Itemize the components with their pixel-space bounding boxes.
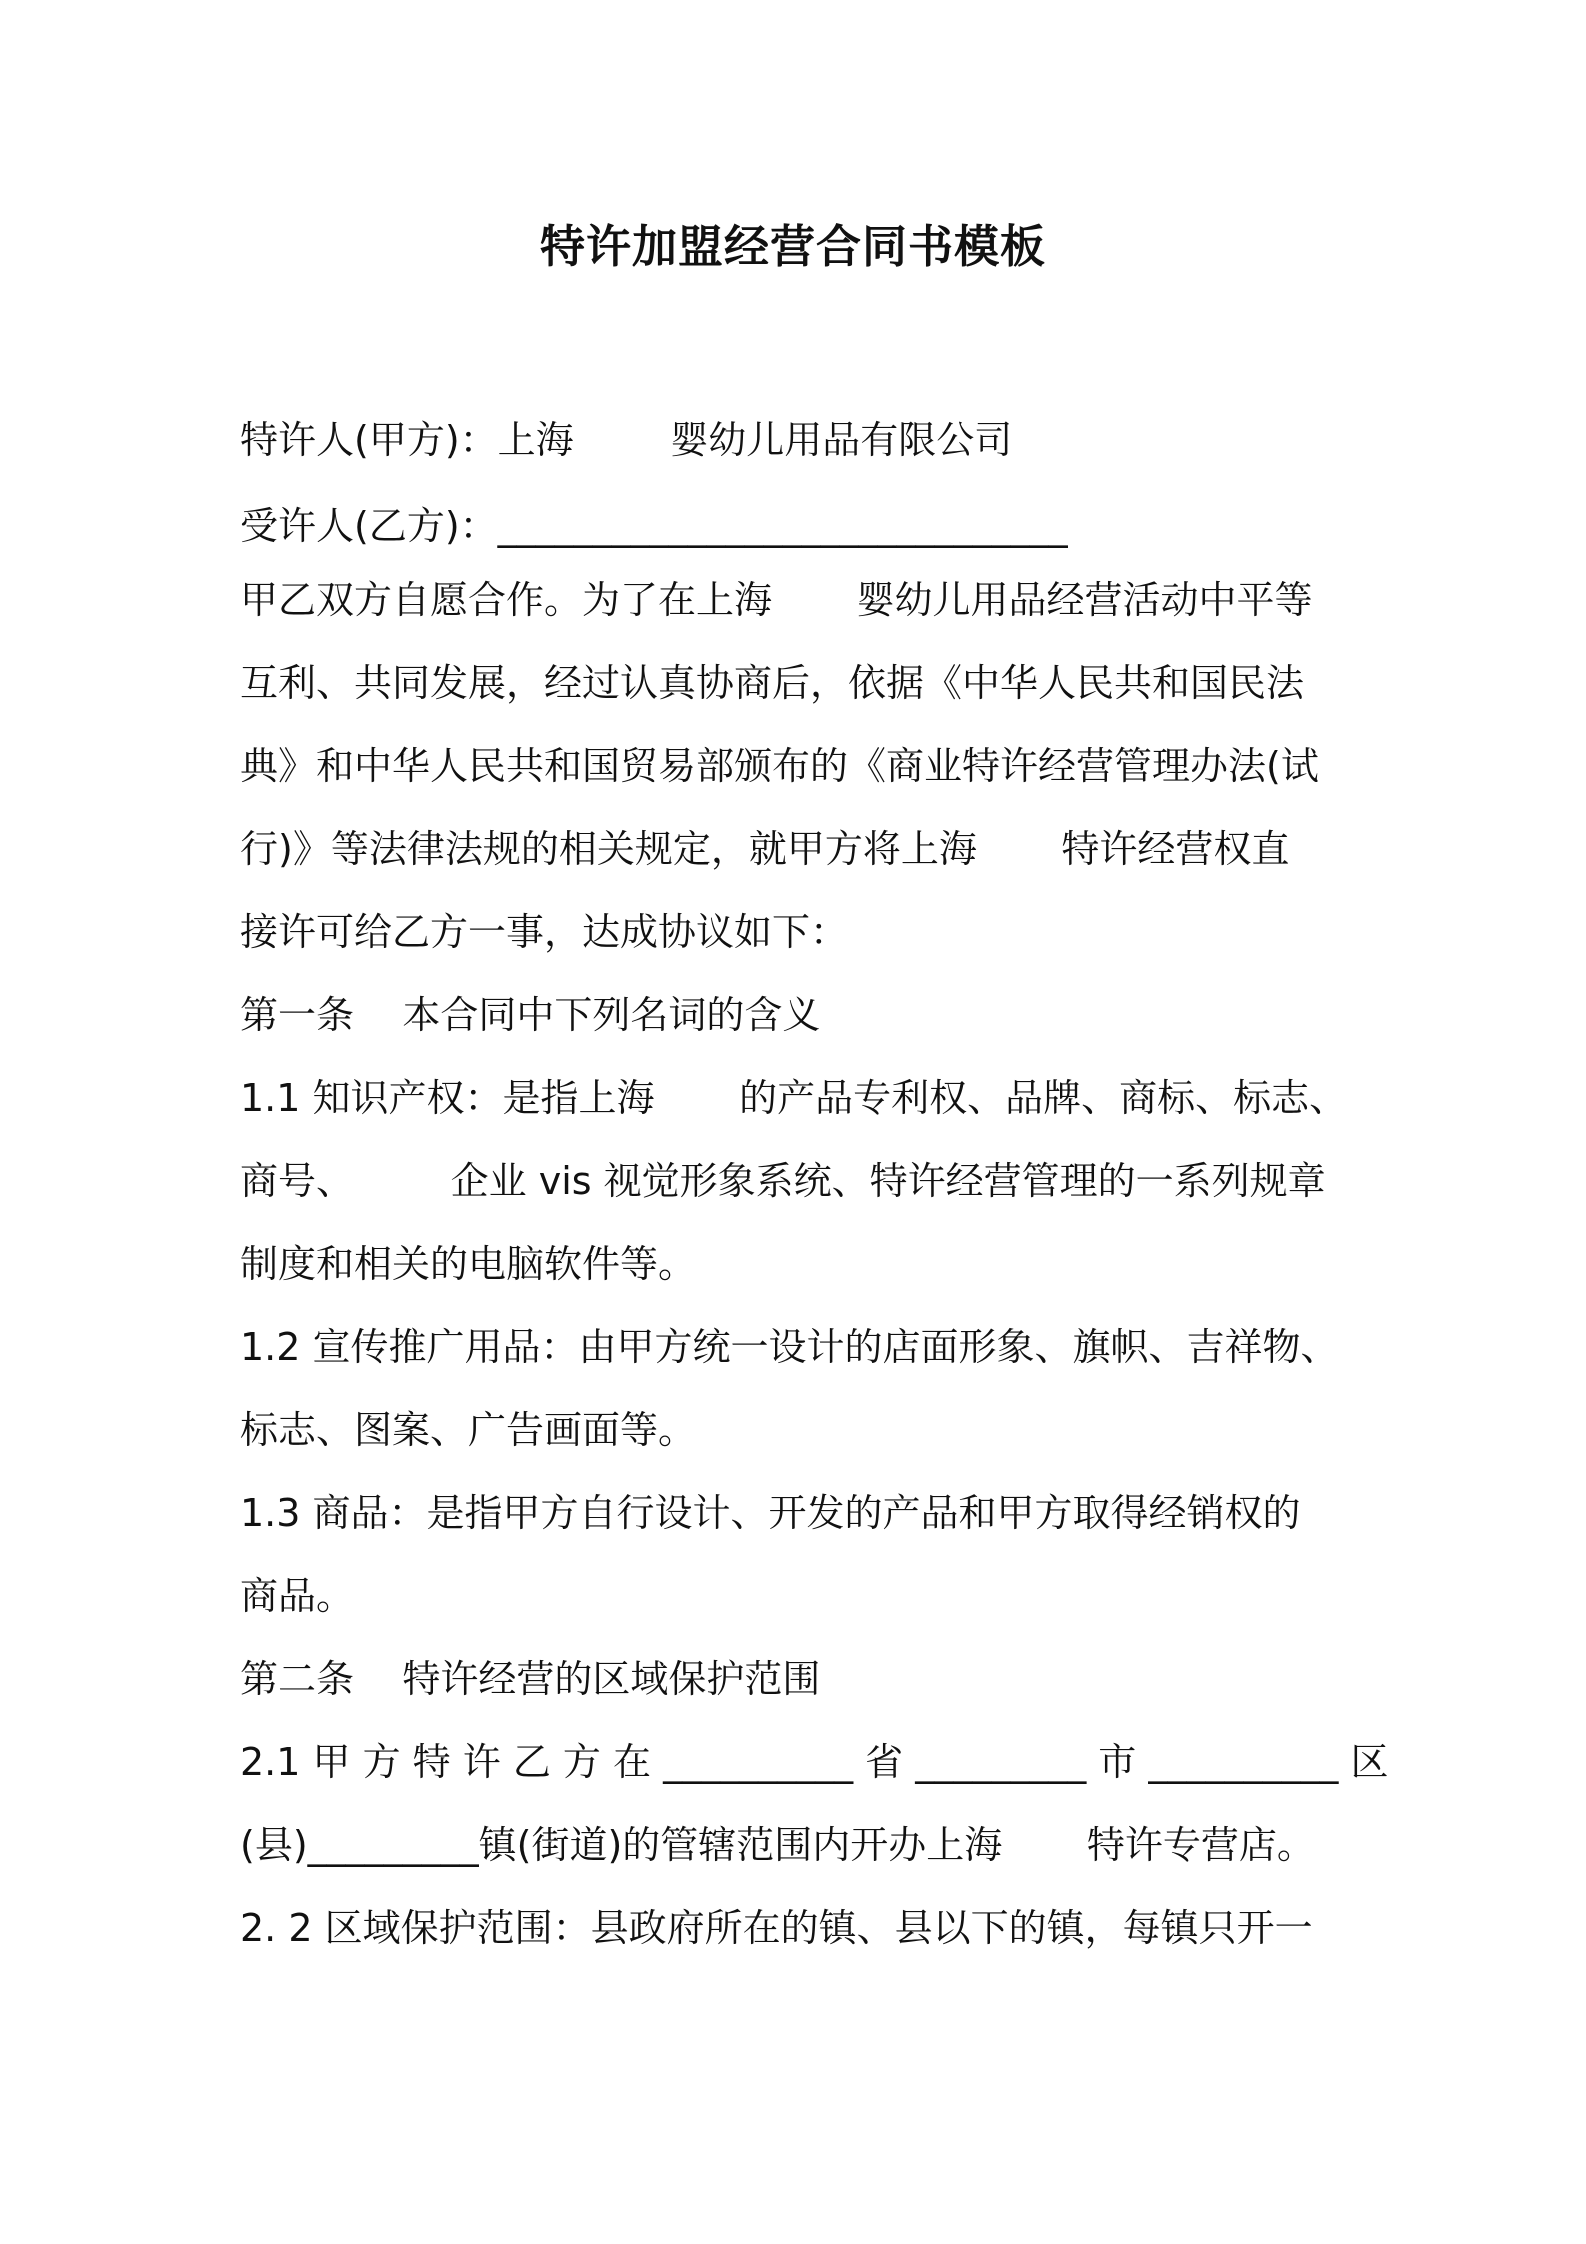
party-b-line: 受许人(乙方)：______________________________ <box>240 504 1068 548</box>
clause-1-1-line-3: 制度和相关的电脑软件等。 <box>240 1242 697 1286</box>
preamble-line-3: 典》和中华人民共和国贸易部颁布的《商业特许经营管理办法(试 <box>240 744 1319 788</box>
preamble-line-4: 行)》等法律法规的相关规定，就甲方将上海 特许经营权直 <box>240 827 1290 871</box>
clause-2-1-line-1: 2.1 甲 方 特 许 乙 方 在 __________ 省 _________ 市 __________ 区 <box>240 1740 1389 1784</box>
clause-1-2-line-2: 标志、图案、广告画面等。 <box>240 1408 697 1452</box>
clause-2-1-line-2: (县)_________镇(街道)的管辖范围内开办上海 特许专营店。 <box>240 1823 1315 1867</box>
clause-1-1-line-2: 商号、 企业 vis 视觉形象系统、特许经营管理的一系列规章 <box>240 1159 1326 1203</box>
clause-1-2-line-1: 1.2 宣传推广用品：由甲方统一设计的店面形象、旗帜、吉祥物、 <box>240 1325 1339 1369</box>
clause-1-3-line-1: 1.3 商品：是指甲方自行设计、开发的产品和甲方取得经销权的 <box>240 1491 1301 1535</box>
clause-2-2-line-1: 2. 2 区域保护范围：县政府所在的镇、县以下的镇，每镇只开一 <box>240 1906 1313 1950</box>
party-a-line: 特许人(甲方)：上海 婴幼儿用品有限公司 <box>240 418 1013 462</box>
clause-1-1-line-1: 1.1 知识产权：是指上海 的产品专利权、品牌、商标、标志、 <box>240 1076 1348 1120</box>
preamble-line-2: 互利、共同发展，经过认真协商后，依据《中华人民共和国民法 <box>240 661 1305 705</box>
article-1-heading: 第一条 本合同中下列名词的含义 <box>240 993 821 1037</box>
preamble-line-1: 甲乙双方自愿合作。为了在上海 婴幼儿用品经营活动中平等 <box>240 578 1313 622</box>
preamble-line-5: 接许可给乙方一事，达成协议如下： <box>240 910 849 954</box>
article-2-heading: 第二条 特许经营的区域保护范围 <box>240 1657 821 1701</box>
clause-1-3-line-2: 商品。 <box>240 1574 355 1618</box>
document-title: 特许加盟经营合同书模板 <box>539 220 1046 273</box>
